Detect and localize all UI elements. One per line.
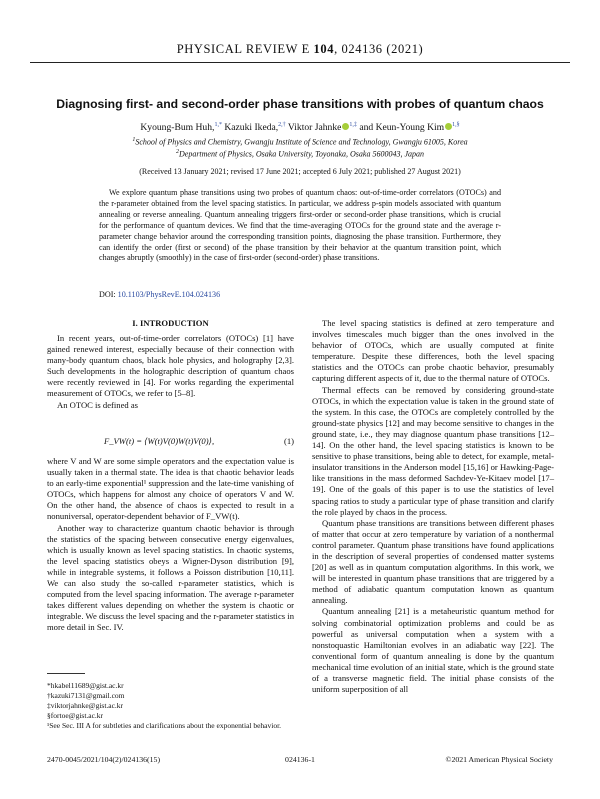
- equation-number: (1): [283, 436, 294, 446]
- left-column-bottom: [47, 456, 294, 634]
- received-dates: (Received 13 January 2021; revised 17 June 2021; accepted 6 July 2021; published 27 August 2021): [139, 167, 461, 176]
- footnote-email-2[interactable]: †kazuki7131@gmail.com: [47, 691, 125, 701]
- author-1[interactable]: Kyoung-Bum Huh,$^{1,*}$: [140, 122, 222, 134]
- affiliation-2: $^2$Department of Physics, Osaka University, Toyonaka, Osaka 5600043, Japan: [175, 149, 424, 159]
- equation-body: F_VW(t) = ⟨W(t)V(0)W(t)V(0)⟩,: [104, 436, 215, 446]
- author-4[interactable]: and Keun-Young Kim $^{1,\S}$: [359, 122, 460, 134]
- abstract: We explore quantum phase transitions using two probes of quantum chaos: out-of-time-order correlators (OTOCs) and the r-parameter obtained from the level spacing statistics. In particular, we address p-spin models associated with quantum annealing or reverse annealing. Quantum annealing triggers first-order or second-order phase transitions, which is crucial for the performance of quantum devices. We find that the time-averaging OTOCs for the ground state and the average r-parameter change behavior around the corresponding transition points, diagnosing the phase transition. Furthermore, they can identify the order (first or second) of the phase transition by their behavior at the quantum transition point, which changes abruptly (smoothly) in the case of first-order (second-order) phase transitions.: [99, 188, 501, 263]
- right-paragraph-4: Quantum annealing [21] is a metaheuristic quantum method for solving combinatorial optimization problems and could be as powerful as universal computation when a system with a nonstoquastic Hamiltonian evolves in an adiabatic way [22]. The conventional form of quantum annealing is done by the quantum mechanical time evolution of an initial state, which is the ground state of a transverse magnetic field. The initial phase consists of the uniform superposition of all: [312, 606, 554, 695]
- author-2[interactable]: Kazuki Ikeda,$^{2,\dagger}$: [224, 122, 286, 134]
- right-paragraph-2: Thermal effects can be removed by considering ground-state OTOCs, in which the expectation value is taken in the ground state of the system. In this case, the OTOCs are completely controlled by the ground-state physics [12] and may become sensitive to changes in the ground state, i.e., they may diagnose quantum phase transitions [12–14]. On the other hand, the level spacing statistics is known to be sensitive to phase transitions, being able to detect, for example, metal-insulator transitions in the Anderson model [15,16] or Hawking-Page-like transitions in the mass deformed Sachdev-Ye-Kitaev model [17–19]. One of the goals of this paper is to use the statistics of level spacing ratios to study a particular type of phase transition and clarify the role played by chaos in the process.: [312, 384, 554, 517]
- doi-label: DOI:: [99, 290, 116, 299]
- journal-header: [0, 42, 600, 57]
- footer-page: 024136-1: [285, 755, 315, 764]
- author-list: [40, 122, 560, 133]
- section-heading: I. INTRODUCTION: [132, 318, 209, 328]
- journal-article-ref: , 024136 (2021): [334, 42, 424, 56]
- journal-name: PHYSICAL REVIEW E: [176, 42, 310, 56]
- footnote-rule: [47, 673, 85, 674]
- footnote-email-1[interactable]: *hkabel11689@gist.ac.kr: [47, 681, 124, 690]
- intro-paragraph-2: An OTOC is defined as: [57, 399, 138, 410]
- right-paragraph-3: Quantum phase transitions are transitions between different phases of matter that occur at zero temperature by variation of a nonthermal control parameter. Quantum phase transitions have found applications in the description of several properties of condensed matter systems [20] as well as in quantum computation algorithms. In this work, we will be interested in quantum phase transitions that are triggered by a method of adiabatic quantum computation known as quantum annealing.: [312, 517, 554, 606]
- doi-link[interactable]: 10.1103/PhysRevE.104.024136: [117, 290, 221, 299]
- journal-volume: 104: [313, 42, 335, 56]
- intro-paragraph-1: In recent years, out-of-time-order correlators (OTOCs) [1] have gained renewed interest, especially because of their connection with many-body quantum chaos, black hole physics, and holography [2,3]. Such developments in the holographic description of quantum chaos were recently reviewed in [4]. For works regarding the experimental measurement of OTOCs, we refer to [5–8].: [47, 333, 294, 399]
- doi-line: [99, 290, 220, 299]
- left-column-top: [47, 333, 294, 411]
- footer-copyright: ©2021 American Physical Society: [445, 755, 553, 764]
- affiliation-1: $^1$School of Physics and Chemistry, Gwangju Institute of Science and Technology, Gwangju 61005, Korea: [132, 137, 468, 147]
- footnote-email-3[interactable]: ‡viktorjahnke@gist.ac.kr: [47, 701, 124, 711]
- right-column: [312, 318, 554, 695]
- intro-paragraph-3: where V and W are some simple operators and the expectation value is usually taken in a thermal state. The idea is that chaotic behavior leads to an early-time exponential¹ suppression and the late-time vanishing of OTOCs, which happens for almost any choice of operators V and W. On the other hand, the absence of chaos is expected to result in a nonuniversal, operator-dependent behavior of F_VW(t).: [47, 456, 294, 522]
- footnote-1: ¹See Sec. III A for subtleties and clarifications about the exponential behavior.: [47, 721, 282, 731]
- footer-issn: 2470-0045/2021/104(2)/024136(15): [47, 755, 161, 764]
- intro-paragraph-4: Another way to characterize quantum chaotic behavior is through the statistics of the spacing between consecutive energy eigenvalues, which is usually known as level spacing statistics. In chaotic systems, the level spacing statistics obeys a Wigner-Dyson distribution [9], while in integrable systems, it follows a Poisson distribution [10,11]. We can also study the so-called r-parameter statistics, which is computed from the level spacing information. The average r-parameter takes different values depending on whether the system is chaotic or integrable. We discuss the level spacing and the r-parameter statistics in more detail in Sec. IV.: [47, 522, 294, 633]
- footnote-email-4[interactable]: §fortoe@gist.ac.kr: [47, 711, 104, 721]
- paper-title: Diagnosing first- and second-order phase transitions with probes of quantum chaos: [56, 97, 544, 111]
- author-3[interactable]: Viktor Jahnke $^{1,\ddagger}$: [287, 122, 357, 134]
- right-paragraph-1: The level spacing statistics is defined at zero temperature and involves timescales much bigger than the ones involved in the behavior of OTOCs, which are usually computed at finite temperature. Despite these differences, both the level spacing statistics and the OTOCs can probe chaotic behavior, presumably capturing different aspects of it, due to the thermal nature of OTOCs.: [312, 318, 554, 384]
- header-rule: [30, 62, 570, 63]
- footnotes: [47, 681, 294, 731]
